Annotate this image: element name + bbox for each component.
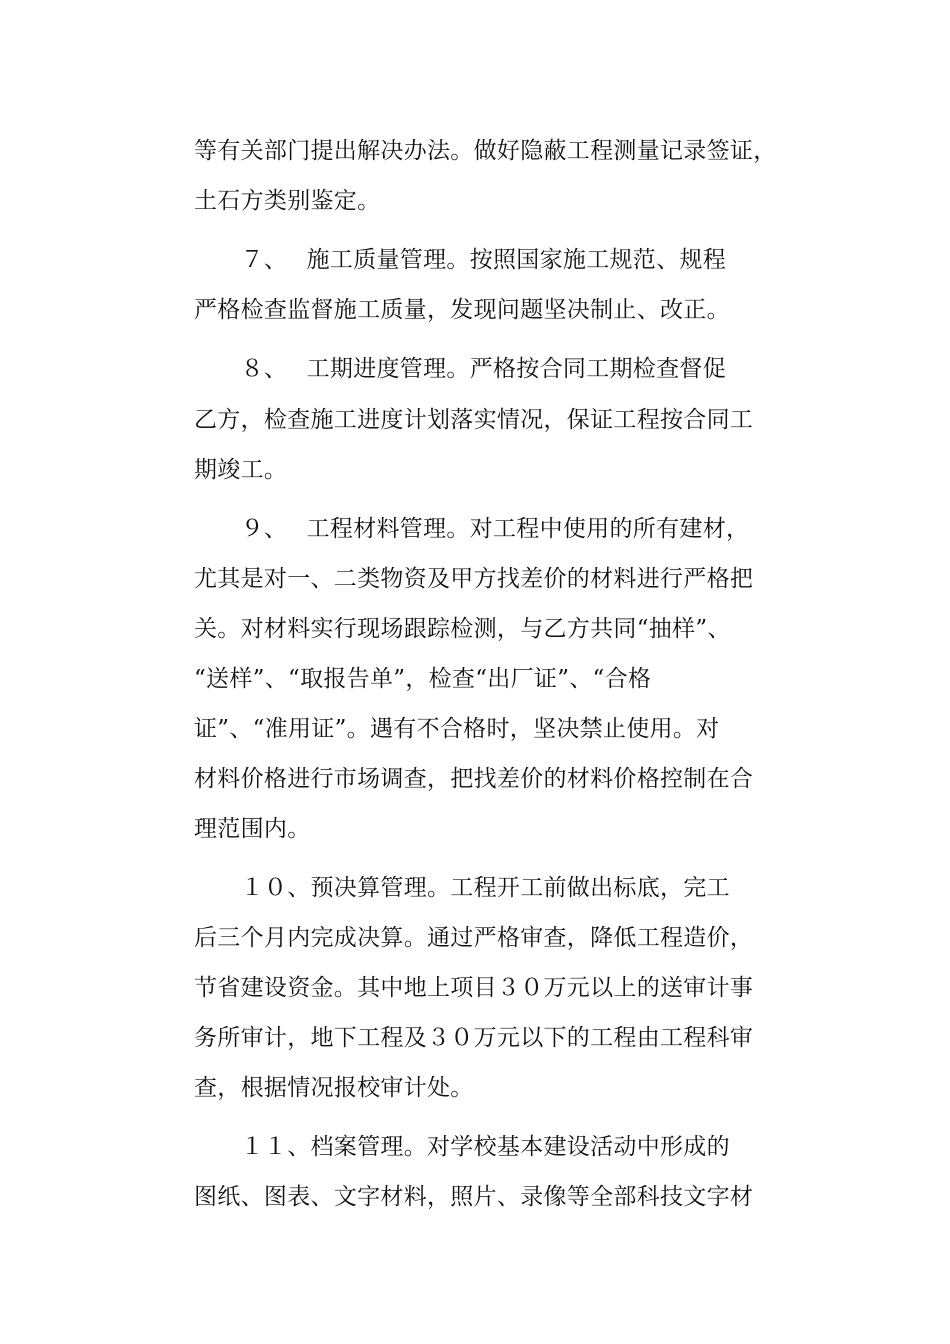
item-9-line-1: ９、 工程材料管理。对工程中使用的所有建材， xyxy=(194,516,750,542)
item-9-line-6: 材料价格进行市场调查，把找差价的材料价格控制在合 xyxy=(194,766,754,792)
text-line-1: 等有关部门提出解决办法。做好隐蔽工程测量记录签证， xyxy=(194,138,777,164)
item-7-line-2: 严格检查监督施工质量，发现问题坚决制止、改正。 xyxy=(194,297,730,323)
item-8-line-2: 乙方，检查施工进度计划落实情况，保证工程按合同工 xyxy=(194,407,754,433)
item-11-line-2: 图纸、图表、文字材料，照片、录像等全部科技文字材 xyxy=(194,1184,754,1210)
item-10-line-2: 后三个月内完成决算。通过严格审查，降低工程造价， xyxy=(194,925,754,951)
item-7-line-1: ７、 施工质量管理。按照国家施工规范、规程 xyxy=(194,247,727,273)
item-9-line-4: “送样”、“取报告单”，检查“出厂证”、“合格 xyxy=(194,666,652,692)
item-10-line-1: １０、预决算管理。工程开工前做出标底，完工 xyxy=(194,875,730,901)
item-8-line-3: 期竣工。 xyxy=(194,457,288,483)
item-10-line-3: 节省建设资金。其中地上项目３０万元以上的送审计事 xyxy=(194,975,754,1001)
item-11-line-1: １１、档案管理。对学校基本建设活动中形成的 xyxy=(194,1134,730,1160)
item-9-line-3: 关。对材料实行现场跟踪检测，与乙方共同“抽样”、 xyxy=(194,616,731,642)
item-10-line-4: 务所审计，地下工程及３０万元以下的工程由工程科审 xyxy=(194,1025,754,1051)
item-10-line-5: 查，根据情况报校审计处。 xyxy=(194,1075,474,1101)
item-9-line-2: 尤其是对一、二类物资及甲方找差价的材料进行严格把 xyxy=(194,566,754,592)
item-9-line-5: 证”、“准用证”。遇有不合格时，坚决禁止使用。对 xyxy=(194,716,720,742)
item-9-line-7: 理范围内。 xyxy=(194,816,311,842)
item-8-line-1: ８、 工期进度管理。严格按合同工期检查督促 xyxy=(194,356,727,382)
text-line-2: 土石方类别鉴定。 xyxy=(194,188,381,214)
